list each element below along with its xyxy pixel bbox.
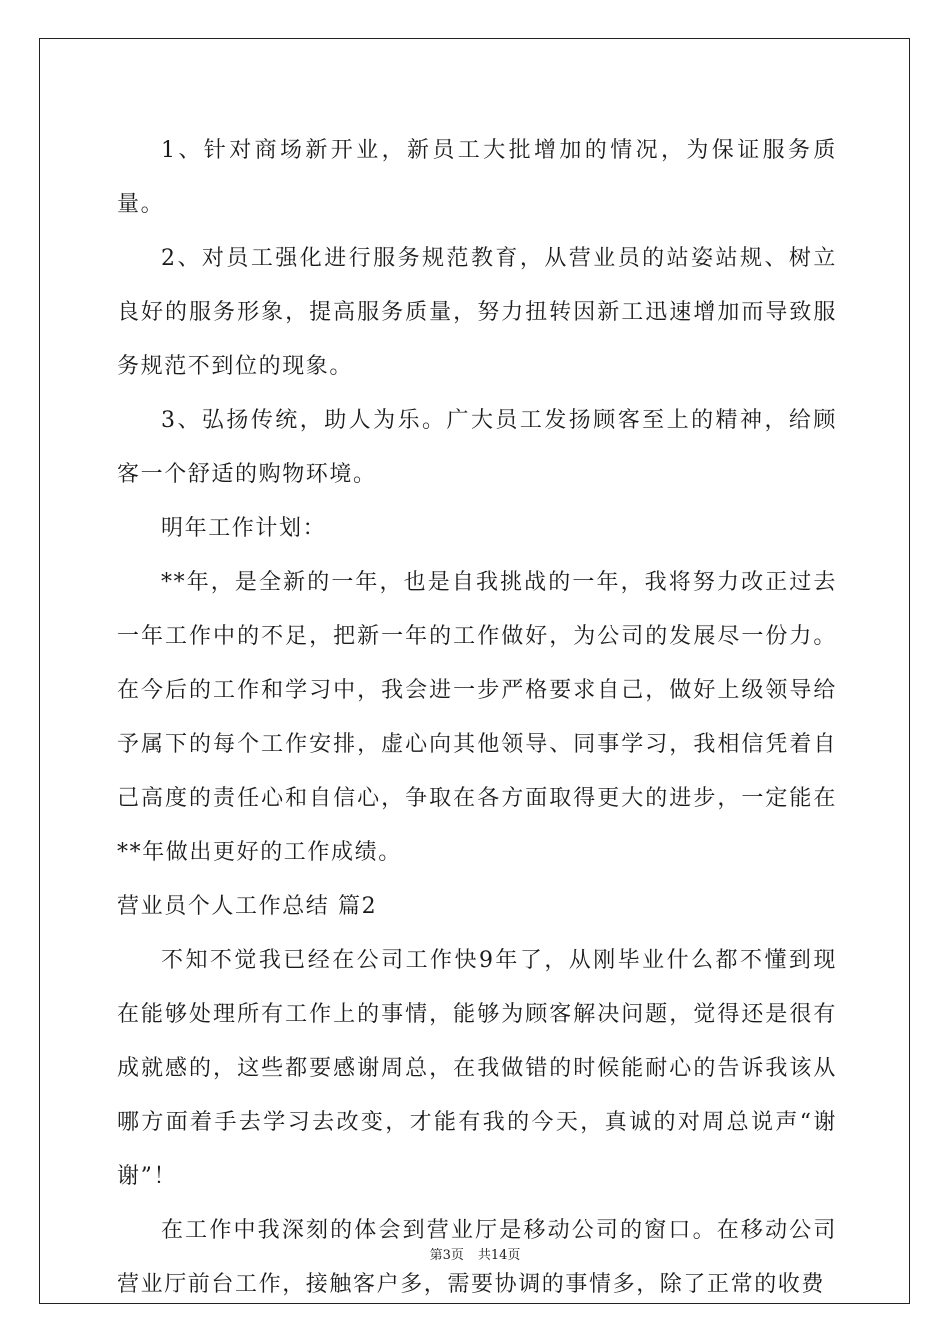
summary-paragraph-1: 不知不觉我已经在公司工作快9年了，从刚毕业什么都不懂到现在能够处理所有工作上的事情，能够为顾客解决问题，觉得还是很有成就感的，这些都要感谢周总，在我做错的时候能耐心的告诉我该从哪方面着手去学习去改变，才能有我的今天，真诚的对周总说声“谢谢”！ xyxy=(117,948,837,1189)
summary-paragraph-2: 在工作中我深刻的体会到营业厅是移动公司的窗口。在移动公司营业厅前台工作，接触客户多，需要协调的事情多，除了正常的收费 xyxy=(117,1218,837,1297)
plan-label: 明年工作计划： xyxy=(161,516,327,541)
page-number: 第3页 xyxy=(429,1248,464,1263)
paragraph-item-3: 3、弘扬传统，助人为乐。广大员工发扬顾客至上的精神，给顾客一个舒适的购物环境。 xyxy=(117,408,837,487)
section-heading: 营业员个人工作总结 篇2 xyxy=(117,894,378,919)
paragraph-item-2: 2、对员工强化进行服务规范教育，从营业员的站姿站规、树立良好的服务形象，提高服务质量，努力扭转因新工迅速增加而导致服务规范不到位的现象。 xyxy=(117,246,837,379)
page-footer xyxy=(0,1244,950,1263)
page-total: 共14页 xyxy=(477,1248,521,1263)
document-body xyxy=(117,124,837,1312)
plan-paragraph: **年，是全新的一年，也是自我挑战的一年，我将努力改正过去一年工作中的不足，把新一年的工作做好，为公司的发展尽一份力。在今后的工作和学习中，我会进一步严格要求自己，做好上级领导给予属下的每个工作安排，虚心向其他领导、同事学习，我相信凭着自己高度的责任心和自信心，争取在各方面取得更大的进步，一定能在**年做出更好的工作成绩。 xyxy=(117,570,837,865)
paragraph-item-1: 1、针对商场新开业，新员工大批增加的情况，为保证服务质量。 xyxy=(117,138,837,217)
